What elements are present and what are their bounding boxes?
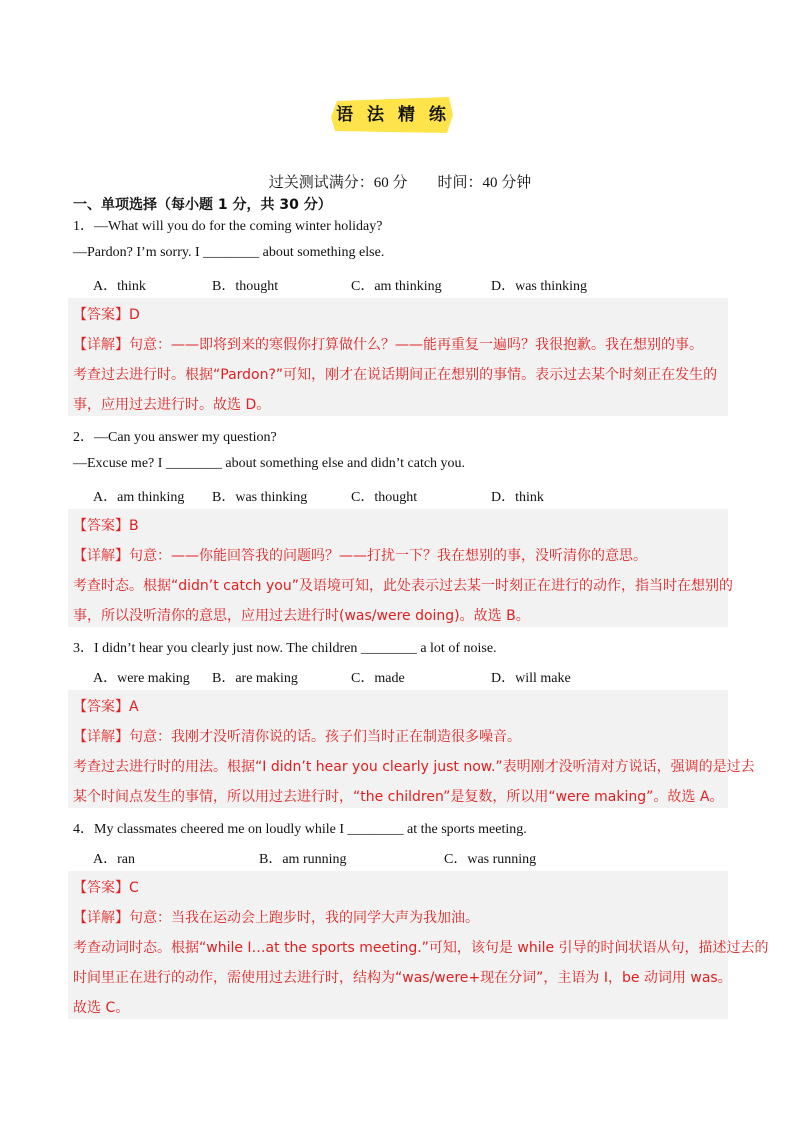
answer-4: 【答案】C [73,880,139,896]
score-text: 过关测试满分：60 分 [268,175,408,191]
title-banner [331,95,455,135]
answer-3: 【答案】A [73,699,139,715]
explanation-4-line-4: 故选 C。 [73,1000,130,1016]
option-a: A．am thinking [93,490,185,505]
answer-2: 【答案】B [73,518,139,534]
explanation-3-line-1: 【详解】句意：我刚才没听清你说的话。孩子们当时正在制造很多噪音。 [73,729,521,745]
answer-box-1 [68,298,728,416]
option-b: B．am running [259,852,347,867]
option-c: C．made [351,671,405,686]
option-d: D．was thinking [491,279,588,294]
question-3-stem: 3．I didn’t hear you clearly just now. The children ________ a lot of noise. [73,641,497,656]
time-text: 时间：40 分钟 [437,175,532,191]
explanation-4-line-3: 时间里正在进行的动作，需使用过去进行时，结构为“was/were+现在分词”，主语为 I，be 动词用 was。 [73,970,732,986]
explanation-2-line-3: 事，所以没听清你的意思，应用过去进行时(was/were doing)。故选 B。 [73,608,530,624]
option-a: A．ran [93,852,135,867]
explanation-4-line-1: 【详解】句意：当我在运动会上跑步时，我的同学大声为我加油。 [73,910,479,926]
question-2-response: —Excuse me? I ________ about something else and didn’t catch you. [73,456,466,471]
option-c: C．thought [351,490,418,505]
question-1-response: —Pardon? I’m sorry. I ________ about something else. [73,245,385,260]
explanation-2-line-1: 【详解】句意：——你能回答我的问题吗？——打扰一下？我在想别的事，没听清你的意思。 [73,548,647,564]
option-b: B．was thinking [212,490,308,505]
answer-box-3 [68,690,755,808]
option-a: A．were making [93,671,190,686]
explanation-3-line-2: 考查过去进行时的用法。根据“I didn’t hear you clearly just now.”表明刚才没听清对方说话，强调的是过去 [73,759,755,775]
option-a: A．think [93,279,146,294]
exam-info [0,171,800,192]
explanation-3-line-3: 某个时间点发生的事情，所以用过去进行时，“the children”是复数，所以用“were making”。故选 A。 [73,789,724,805]
option-c: C．was running [444,852,537,867]
explanation-1-line-1: 【详解】句意：——即将到来的寒假你打算做什么？——能再重复一遍吗？我很抱歉。我在想别的事。 [73,337,703,353]
option-b: B．are making [212,671,298,686]
banner-title: 语 法 精 练 [336,105,450,125]
answer-1: 【答案】D [73,307,140,323]
explanation-1-line-2: 考查过去进行时。根据“Pardon?”可知，刚才在说话期间正在想别的事情。表示过去某个时刻正在发生的 [73,367,718,383]
answer-box-2 [68,509,733,627]
explanation-4-line-2: 考查动词时态。根据“while I…at the sports meeting.”可知，该句是 while 引导的时间状语从句，描述过去的 [73,940,769,956]
answer-box-4 [68,871,769,1019]
explanation-2-line-2: 考查时态。根据“didn’t catch you”及语境可知，此处表示过去某一时刻正在进行的动作，指当时在想别的 [73,578,733,594]
question-2-stem: 2．—Can you answer my question? [73,430,277,445]
section-title: 一、单项选择（每小题 1 分，共 30 分） [73,197,332,213]
explanation-1-line-3: 事，应用过去进行时。故选 D。 [73,397,271,413]
option-c: C．am thinking [351,279,442,294]
option-b: B．thought [212,279,279,294]
option-d: D．will make [491,671,571,686]
question-4-stem: 4．My classmates cheered me on loudly while I ________ at the sports meeting. [73,822,527,837]
option-d: D．think [491,490,544,505]
question-1-stem: 1．—What will you do for the coming winter holiday? [73,219,383,234]
